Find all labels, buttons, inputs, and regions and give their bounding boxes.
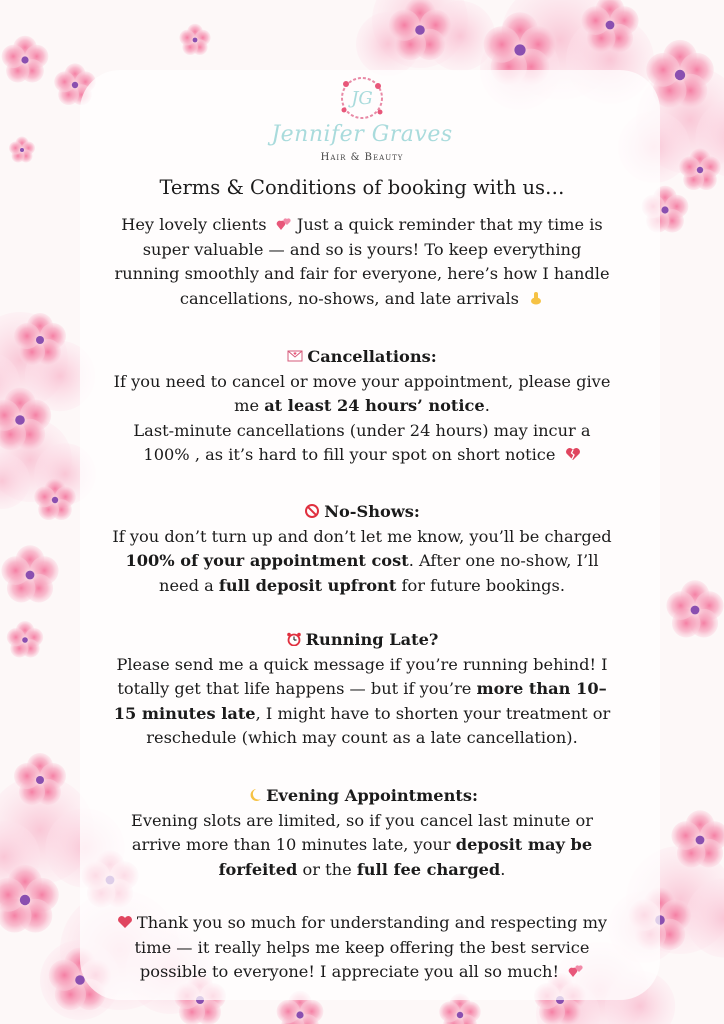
evening-heading — [110, 784, 614, 809]
cancellations-bold-1: at least 24 hours’ notice — [264, 396, 485, 415]
prohibited-icon — [304, 504, 320, 518]
cancellations-heading — [110, 345, 614, 370]
brand-tagline: Hair & Beauty — [320, 152, 404, 163]
pointing-down-icon — [528, 291, 544, 305]
brand-name: Jennifer Graves — [271, 122, 453, 147]
alarm-clock-icon — [286, 632, 302, 646]
two-hearts-icon — [276, 217, 292, 231]
wreath-icon — [332, 72, 392, 124]
cancellations-text-1: If you need to cancel or move your appointment, please give me — [113, 371, 611, 415]
running-late-heading — [110, 628, 614, 653]
broken-heart-icon — [565, 447, 581, 461]
envelope-icon — [287, 349, 303, 363]
intro-text-continued: Just a quick reminder that my time is super valuable — and so is yours! To keep everything running smoothly and fair for everyone, here’s how I handle cancellations, no-shows, and late arrivals — [114, 215, 610, 308]
no-shows-heading — [110, 500, 614, 525]
running-late-bold-1: more than 10–15 minutes late — [113, 679, 607, 723]
no-shows-heading-text: No-Shows: — [324, 502, 420, 521]
intro-paragraph — [110, 213, 614, 311]
no-shows-text-2: . After one no-show, I’ll need a — [159, 551, 599, 595]
no-shows-text-3: for future bookings. — [396, 575, 565, 595]
evening-heading-text: Evening Appointments: — [266, 786, 478, 805]
running-late-section — [110, 628, 614, 751]
no-shows-section — [110, 500, 614, 598]
no-shows-text-1: If you don’t turn up and don’t let me know, you’ll be charged — [112, 526, 612, 546]
no-shows-bold-1: 100% of your appointment cost — [125, 551, 409, 570]
running-late-text-1: Please send me a quick message if you’re running behind! I totally get that life happens — but if you’re — [116, 654, 608, 698]
evening-text-1: Evening slots are limited, so if you cancel last minute or arrive more than 10 minutes late, your — [131, 810, 593, 854]
svg-text:JG: JG — [351, 88, 373, 109]
cancellations-heading-text: Cancellations: — [307, 347, 437, 366]
cancellations-text-2: . — [484, 396, 490, 415]
evening-bold-1: deposit may be forfeited — [218, 835, 593, 879]
heart-icon — [117, 915, 133, 929]
running-late-text-2: , I might have to shorten your treatment or reschedule (which may count as a late cancellation). — [146, 703, 611, 747]
evening-section — [110, 784, 614, 882]
no-shows-bold-2: full deposit upfront — [218, 575, 397, 595]
intro-text: Hey lovely clients — [121, 215, 267, 234]
evening-bold-2: full fee charged — [356, 859, 501, 879]
cancellations-section — [110, 345, 614, 468]
cancellations-text-3: Last-minute cancellations (under 24 hours) may incur a 100% , as it’s hard to fill your spot on short notice — [133, 420, 591, 464]
two-hearts-icon — [568, 964, 584, 978]
brand-logo — [262, 72, 462, 172]
evening-text-2: or the — [297, 859, 357, 879]
closing-text: Thank you so much for understanding and respecting my time — it really helps me keep offering the best service possible to everyone! I appreciate you all so much! — [134, 913, 608, 981]
running-late-heading-text: Running Late? — [305, 630, 439, 649]
evening-text-3: . — [500, 859, 506, 879]
crescent-moon-icon — [246, 788, 262, 802]
closing-paragraph — [110, 911, 614, 985]
page-title: Terms & Conditions of booking with us… — [159, 176, 565, 199]
